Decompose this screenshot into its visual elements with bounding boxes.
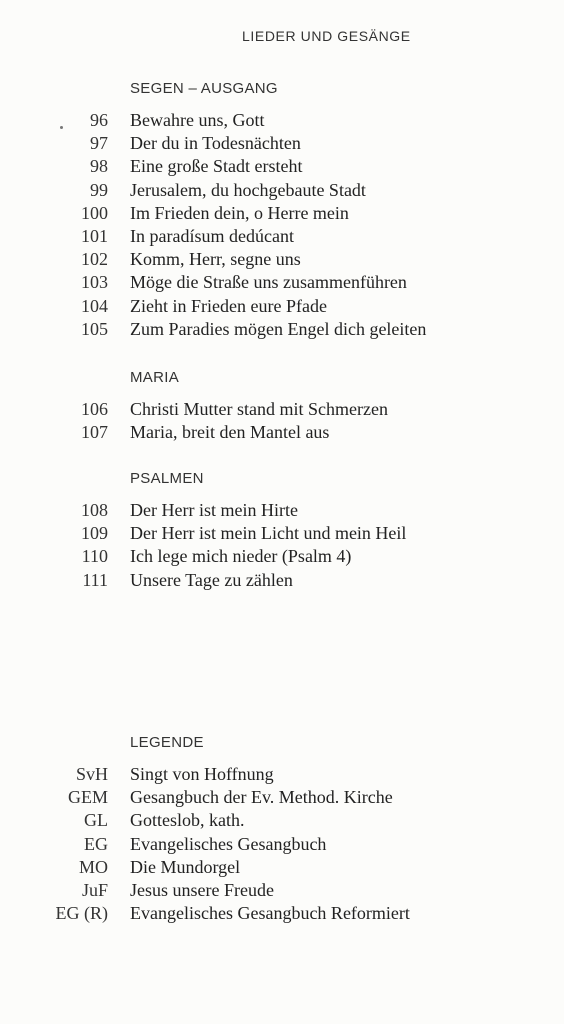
list-item: [0, 156, 564, 179]
legend-description: Evangelisches Gesangbuch Reformiert: [130, 903, 410, 924]
legend-list: [0, 764, 564, 926]
list-item: [0, 764, 564, 787]
legend-description: Singt von Hoffnung: [130, 764, 274, 784]
legend-abbreviation: JuF: [81, 879, 108, 900]
entry-title: Im Frieden dein, o Herre mein: [130, 202, 349, 223]
entry-number: 108: [81, 500, 108, 520]
entry-title: Der Herr ist mein Licht und mein Heil: [130, 523, 407, 544]
section-heading: LEGENDE: [130, 734, 204, 751]
legend-abbreviation: GL: [84, 810, 108, 831]
list-item: [0, 133, 564, 156]
entry-list: [0, 399, 564, 445]
list-item: [0, 422, 564, 445]
section-heading: PSALMEN: [130, 470, 204, 487]
entry-title: Maria, breit den Mantel aus: [130, 422, 330, 443]
entry-title: Der du in Todesnächten: [130, 133, 301, 154]
list-item: [0, 180, 564, 203]
entry-title: Bewahre uns, Gott: [130, 110, 265, 130]
legend-description: Gotteslob, kath.: [130, 810, 245, 831]
entry-number: 100: [81, 202, 108, 223]
entry-title: Eine große Stadt ersteht: [130, 156, 303, 177]
legend-description: Jesus unsere Freude: [130, 879, 274, 900]
list-item: [0, 249, 564, 272]
entry-title: Komm, Herr, segne uns: [130, 249, 301, 270]
list-item: [0, 500, 564, 523]
entry-number: 103: [81, 272, 108, 293]
entry-number: 97: [90, 133, 108, 154]
entry-number: 96: [90, 110, 108, 130]
entry-title: Der Herr ist mein Hirte: [130, 500, 298, 520]
list-item: [0, 787, 564, 810]
legend-description: Evangelisches Gesangbuch: [130, 833, 327, 854]
entry-title: Zum Paradies mögen Engel dich geleiten: [130, 318, 427, 339]
entry-number: 109: [81, 523, 108, 544]
list-item: [0, 272, 564, 295]
legend-abbreviation: EG: [84, 833, 108, 854]
running-head: LIEDER UND GESÄNGE: [242, 28, 411, 44]
list-item: [0, 903, 564, 926]
entry-number: 101: [81, 225, 108, 246]
entry-number: 106: [81, 399, 108, 419]
entry-title: Zieht in Frieden eure Pfade: [130, 295, 327, 316]
entry-title: Unsere Tage zu zählen: [130, 569, 293, 590]
entry-title: Ich lege mich nieder (Psalm 4): [130, 546, 352, 567]
list-item: [0, 203, 564, 226]
entry-title: In paradísum dedúcant: [130, 225, 294, 246]
entry-list: [0, 110, 564, 342]
list-item: [0, 110, 564, 133]
list-item: [0, 880, 564, 903]
section-heading: SEGEN – AUSGANG: [130, 80, 278, 97]
list-item: [0, 834, 564, 857]
entry-title: Christi Mutter stand mit Schmerzen: [130, 399, 388, 419]
list-item: [0, 546, 564, 569]
list-item: [0, 399, 564, 422]
section-heading: MARIA: [130, 369, 180, 386]
legend-description: Die Mundorgel: [130, 856, 241, 877]
entry-title: Jerusalem, du hochgebaute Stadt: [130, 179, 366, 200]
list-item: [0, 523, 564, 546]
entry-number: 107: [81, 422, 108, 443]
entry-title: Möge die Straße uns zusammenführen: [130, 272, 407, 293]
entry-number: 104: [81, 295, 108, 316]
list-item: [0, 570, 564, 593]
entry-number: 105: [81, 318, 108, 339]
legend-description: Gesangbuch der Ev. Method. Kirche: [130, 787, 393, 808]
entry-number: 102: [81, 249, 108, 270]
legend-abbreviation: SvH: [75, 764, 108, 784]
legend-abbreviation: GEM: [68, 787, 108, 808]
list-item: [0, 319, 564, 342]
list-item: [0, 226, 564, 249]
list-item: [0, 810, 564, 833]
entry-number: 99: [90, 179, 108, 200]
legend-abbreviation: MO: [78, 856, 108, 877]
legend-abbreviation: EG (R): [55, 903, 108, 924]
entry-list: [0, 500, 564, 593]
entry-number: 98: [90, 156, 108, 177]
list-item: [0, 857, 564, 880]
entry-number: 111: [82, 569, 108, 590]
entry-number: 110: [81, 546, 108, 567]
list-item: [0, 296, 564, 319]
